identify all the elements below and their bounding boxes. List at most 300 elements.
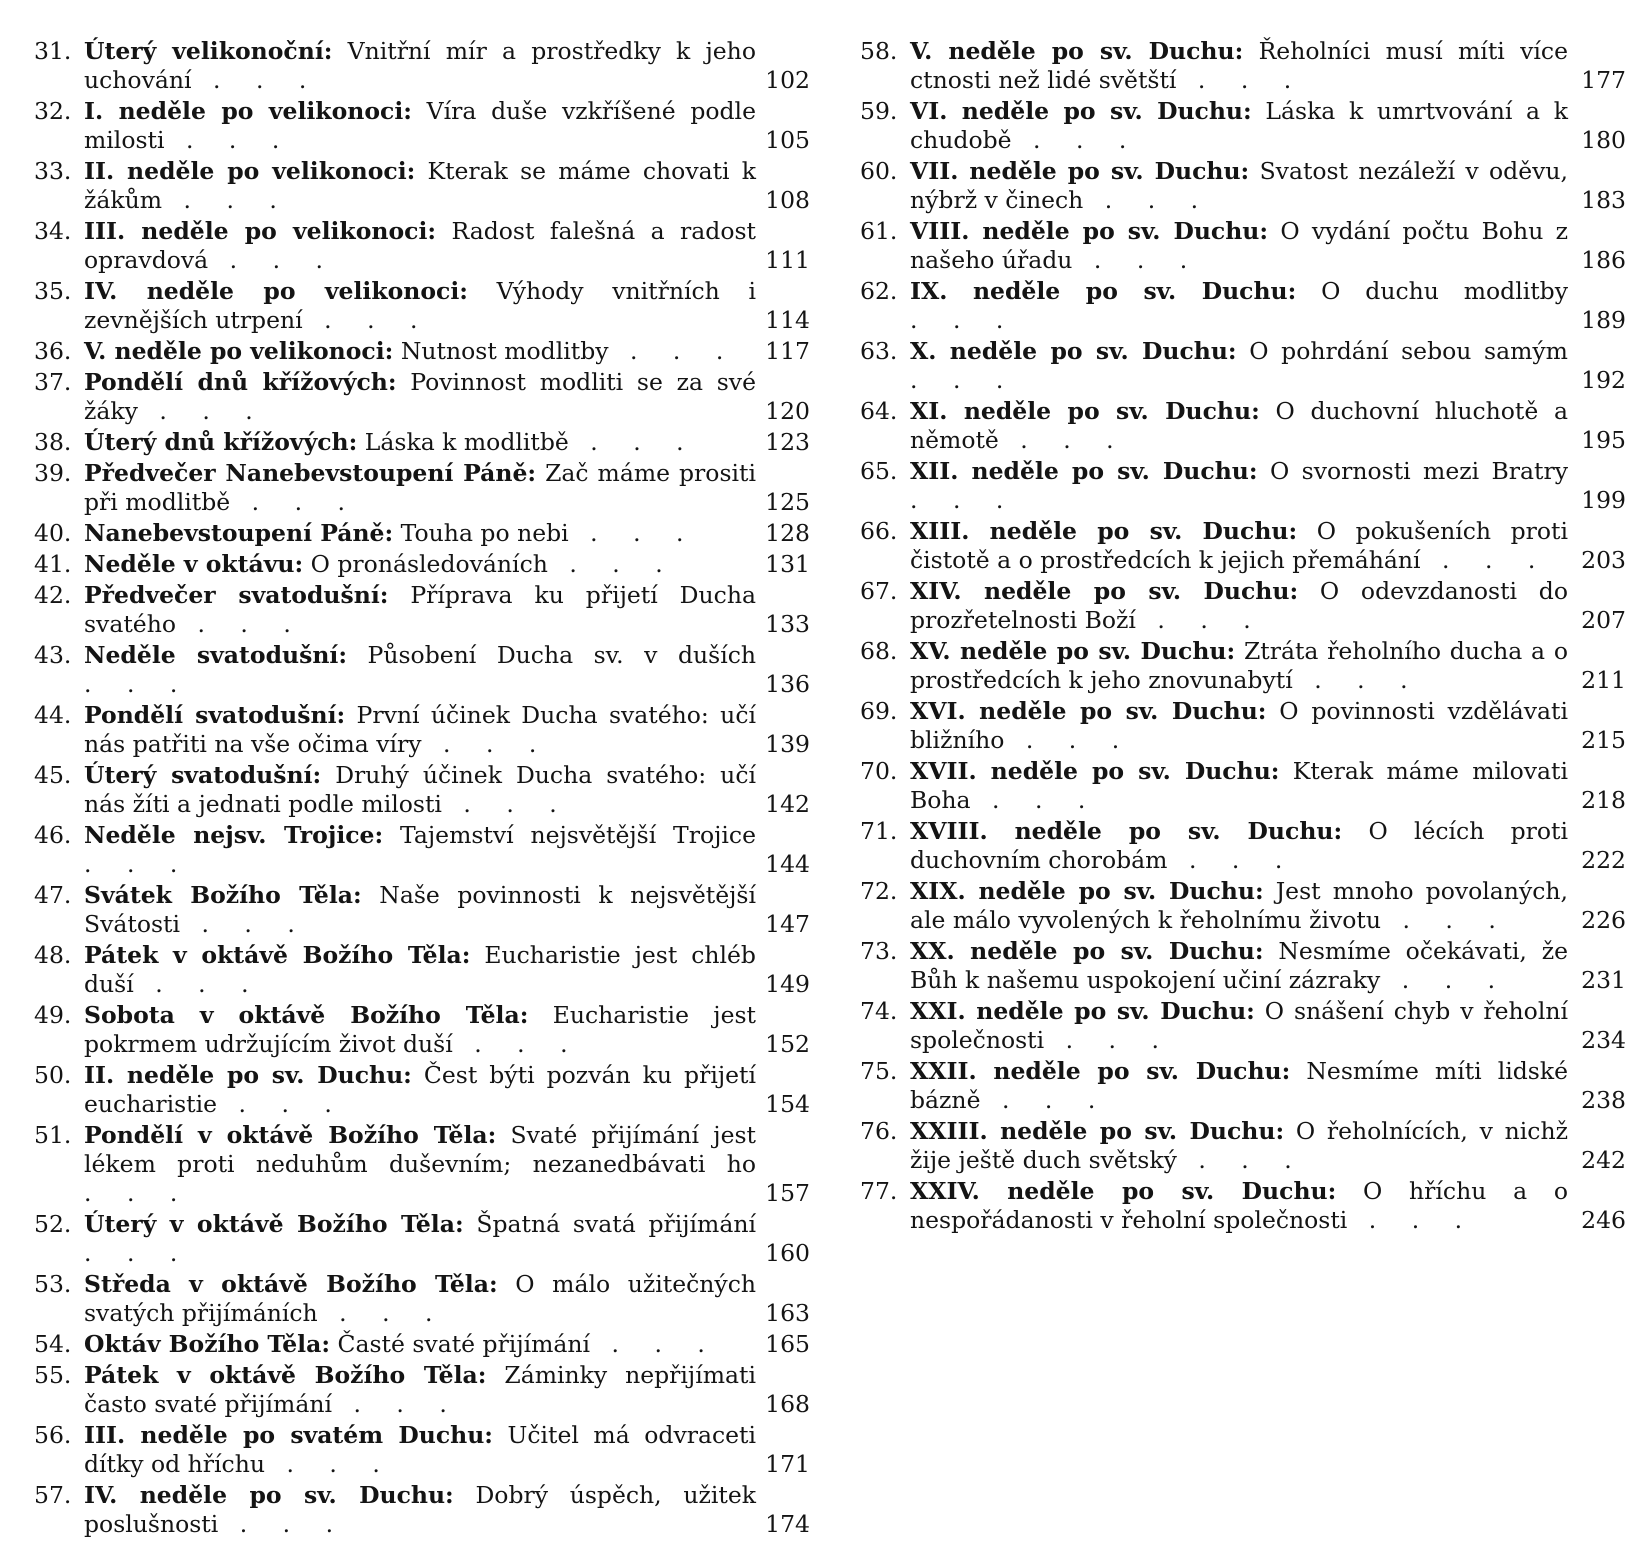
entry-description: Láska k modlitbě (364, 428, 569, 456)
entry-number: 68. (860, 637, 898, 665)
entry-title: Oktáv Božího Těla: (84, 1330, 330, 1358)
leader-dots: . . . (547, 550, 677, 578)
entry-number: 58. (860, 37, 898, 65)
entry-description: Špatná svatá přijímání (476, 1210, 756, 1238)
entry-title: XIV. neděle po sv. Duchu: (910, 577, 1299, 605)
left-column (34, 37, 810, 1541)
entry-number: 46. (34, 821, 72, 849)
entry-number: 48. (34, 941, 72, 969)
leader-dots: . . . (84, 1179, 192, 1207)
entry-text (910, 217, 1574, 275)
entry-page-number: 165 (765, 1330, 810, 1358)
entry-page-number: 136 (765, 670, 810, 698)
entry-title: Pátek v oktávě Božího Těla: (84, 1361, 487, 1389)
entry-page-number: 215 (1581, 726, 1626, 754)
entry-number: 34. (34, 217, 72, 245)
entry-number: 53. (34, 1270, 72, 1298)
entry-text (84, 1481, 762, 1539)
entry-title: Neděle nejsv. Trojice: (84, 821, 384, 849)
entry-description: Učitel má odvraceti dítky od hříchu (84, 1421, 756, 1478)
toc-entry (860, 157, 1626, 215)
entry-description: Vnitřní mír a prostředky k jeho uchování (84, 37, 756, 94)
entry-text (910, 757, 1574, 815)
entry-text (910, 877, 1574, 935)
entry-description: Jest mnoho povolaných, ale málo vyvolených k řeholnímu životu (910, 877, 1568, 934)
entry-number: 43. (34, 641, 72, 669)
entry-text (910, 277, 1574, 335)
entry-text (84, 337, 762, 366)
entry-description: Láska k umrtvování a k chudobě (910, 97, 1568, 154)
leader-dots: . . . (441, 790, 571, 818)
leader-dots: . . . (568, 428, 698, 456)
entry-text (910, 37, 1574, 95)
entry-page-number: 199 (1581, 486, 1626, 514)
entry-description: O duchovní hluchotě a němotě (910, 397, 1568, 454)
entry-number: 66. (860, 517, 898, 545)
entry-text (84, 428, 762, 457)
toc-entry (860, 1177, 1626, 1235)
entry-number: 50. (34, 1061, 72, 1089)
toc-entry (34, 37, 810, 95)
toc-entry (34, 1361, 810, 1419)
entry-title: III. neděle po velikonoci: (84, 217, 437, 245)
entry-text (84, 1330, 762, 1359)
leader-dots: . . . (1044, 1026, 1173, 1054)
toc-entry (860, 697, 1626, 755)
entry-text (910, 457, 1574, 515)
entry-title: X. neděle po sv. Duchu: (910, 337, 1237, 365)
entry-title: Svátek Božího Těla: (84, 881, 362, 909)
entry-number: 55. (34, 1361, 72, 1389)
entry-text (84, 821, 762, 879)
entry-text (84, 761, 762, 819)
entry-description: Eucharistie jest chléb duší (84, 941, 756, 998)
leader-dots: . . . (84, 850, 192, 878)
entry-number: 76. (860, 1117, 898, 1145)
entry-description: O pronásledováních (310, 550, 548, 578)
entry-number: 54. (34, 1330, 72, 1358)
toc-entry (34, 337, 810, 366)
entry-title: XXI. neděle po sv. Duchu: (910, 997, 1255, 1025)
leader-dots: . . . (608, 337, 738, 365)
entry-title: Úterý v oktávě Božího Těla: (84, 1210, 464, 1238)
entry-number: 71. (860, 817, 898, 845)
toc-entry (34, 368, 810, 426)
entry-description: Druhý účinek Ducha svatého: učí nás žíti a jednati podle milosti (84, 761, 756, 818)
entry-description: Kterak se máme chovati k žákům (84, 157, 756, 214)
entry-number: 41. (34, 550, 72, 578)
entry-description: O málo užitečných svatých přijímáních (84, 1270, 756, 1327)
entry-text (910, 697, 1574, 755)
leader-dots: . . . (1380, 966, 1510, 994)
entry-description: O snášení chyb v řeholní společnosti (910, 997, 1568, 1054)
entry-description: Povinnost modliti se za své žáky (84, 368, 756, 425)
toc-entry (34, 641, 810, 699)
entry-text (84, 519, 762, 548)
entry-page-number: 242 (1581, 1146, 1626, 1174)
leader-dots: . . . (1167, 846, 1297, 874)
leader-dots: . . . (302, 306, 432, 334)
leader-dots: . . . (970, 786, 1100, 814)
entry-title: VIII. neděle po sv. Duchu: (910, 217, 1269, 245)
toc-entry (860, 517, 1626, 575)
entry-title: XV. neděle po sv. Duchu: (910, 637, 1236, 665)
leader-dots: . . . (84, 1239, 192, 1267)
toc-entry (860, 37, 1626, 95)
entry-number: 77. (860, 1177, 898, 1205)
leader-dots: . . . (217, 1090, 346, 1118)
entry-number: 39. (34, 459, 72, 487)
entry-description: O vydání počtu Bohu z našeho úřadu (910, 217, 1568, 274)
entry-title: Neděle svatodušní: (84, 641, 348, 669)
entry-page-number: 218 (1581, 786, 1626, 814)
entry-description: Časté svaté přijímání (337, 1330, 591, 1358)
entry-text (84, 941, 762, 999)
entry-title: XIX. neděle po sv. Duchu: (910, 877, 1264, 905)
leader-dots: . . . (1135, 606, 1265, 634)
entry-page-number: 139 (765, 730, 810, 758)
entry-number: 73. (860, 937, 898, 965)
leader-dots: . . . (137, 397, 267, 425)
entry-text (910, 97, 1574, 155)
entry-title: Neděle v oktávu: (84, 550, 304, 578)
entry-page-number: 163 (765, 1299, 810, 1327)
leader-dots: . . . (590, 1330, 719, 1358)
entry-text (910, 1177, 1574, 1235)
entry-title: Středa v oktávě Božího Těla: (84, 1270, 498, 1298)
right-column (860, 37, 1626, 1237)
entry-page-number: 152 (765, 1030, 810, 1058)
toc-entry (34, 550, 810, 579)
entry-page-number: 108 (765, 186, 810, 214)
toc-entry (860, 817, 1626, 875)
entry-description: Svaté přijímání jest lékem proti neduhům duševním; nezanedbávati ho (84, 1121, 757, 1178)
entry-title: IV. neděle po sv. Duchu: (84, 1481, 454, 1509)
entry-number: 51. (34, 1121, 72, 1149)
toc-entry (34, 1421, 810, 1479)
leader-dots: . . . (1072, 246, 1202, 274)
entry-text (84, 37, 762, 95)
entry-title: Pondělí svatodušní: (84, 701, 346, 729)
entry-text (910, 1057, 1574, 1115)
leader-dots: . . . (910, 486, 1018, 514)
toc-entry (34, 1481, 810, 1539)
entry-text (910, 517, 1574, 575)
entry-number: 52. (34, 1210, 72, 1238)
entry-title: IX. neděle po sv. Duchu: (910, 277, 1297, 305)
entry-page-number: 195 (1581, 426, 1626, 454)
entry-description: Svatost nezáleží v oděvu, nýbrž v činech (910, 157, 1568, 214)
entry-number: 35. (34, 277, 72, 305)
entry-text (910, 937, 1574, 995)
toc-entry (34, 941, 810, 999)
entry-number: 47. (34, 881, 72, 909)
entry-title: XIII. neděle po sv. Duchu: (910, 517, 1298, 545)
entry-number: 56. (34, 1421, 72, 1449)
toc-entry (860, 397, 1626, 455)
entry-page-number: 222 (1581, 846, 1626, 874)
toc-entry (860, 217, 1626, 275)
entry-page-number: 117 (765, 337, 810, 365)
entry-title: XI. neděle po sv. Duchu: (910, 397, 1260, 425)
entry-title: XXII. neděle po sv. Duchu: (910, 1057, 1291, 1085)
entry-page-number: 133 (765, 610, 810, 638)
entry-number: 57. (34, 1481, 72, 1509)
toc-entry (860, 757, 1626, 815)
leader-dots: . . . (162, 186, 291, 214)
entry-description: O řeholnících, v nichž žije ještě duch světský (910, 1117, 1568, 1174)
entry-page-number: 144 (765, 850, 810, 878)
entry-description: O pokušeních proti čistotě a o prostředcích k jejich přemáhání (910, 517, 1568, 574)
entry-number: 62. (860, 277, 898, 305)
entry-title: VII. neděle po sv. Duchu: (910, 157, 1250, 185)
entry-title: VI. neděle po sv. Duchu: (910, 97, 1252, 125)
toc-entry (34, 97, 810, 155)
toc-entry (34, 428, 810, 457)
entry-page-number: 171 (765, 1450, 810, 1478)
toc-entry (34, 1121, 810, 1208)
toc-entry (860, 277, 1626, 335)
entry-page-number: 203 (1581, 546, 1626, 574)
entry-text (84, 157, 762, 215)
entry-page-number: 125 (765, 488, 810, 516)
entry-description: Ztráta řeholního ducha a o prostředcích k jeho znovunabytí (910, 637, 1568, 694)
toc-entry (860, 937, 1626, 995)
entry-page-number: 147 (765, 910, 810, 938)
entry-number: 74. (860, 997, 898, 1025)
leader-dots: . . . (1420, 546, 1550, 574)
entry-number: 70. (860, 757, 898, 785)
entry-page-number: 142 (765, 790, 810, 818)
entry-title: III. neděle po svatém Duchu: (84, 1421, 493, 1449)
entry-title: Předvečer svatodušní: (84, 581, 389, 609)
entry-page-number: 105 (765, 126, 810, 154)
entry-page-number: 238 (1581, 1086, 1626, 1114)
entry-description: Tajemství nejsvětější Trojice (400, 821, 756, 849)
entry-description: O povinnosti vzdělávati bližního (910, 697, 1568, 754)
entry-text (910, 1117, 1574, 1175)
leader-dots: . . . (218, 1510, 348, 1538)
leader-dots: . . . (133, 970, 263, 998)
leader-dots: . . . (1176, 66, 1306, 94)
entry-number: 59. (860, 97, 898, 125)
entry-page-number: 189 (1581, 306, 1626, 334)
entry-title: XII. neděle po sv. Duchu: (910, 457, 1258, 485)
entry-description: Čest býti pozván ku přijetí eucharistie (84, 1061, 756, 1118)
leader-dots: . . . (317, 1299, 447, 1327)
leader-dots: . . . (452, 1030, 582, 1058)
entry-number: 67. (860, 577, 898, 605)
entry-title: Pondělí dnů křížových: (84, 368, 397, 396)
entry-number: 42. (34, 581, 72, 609)
leader-dots: . . . (1083, 186, 1213, 214)
entry-title: Sobota v oktávě Božího Těla: (84, 1001, 529, 1029)
entry-number: 36. (34, 337, 72, 365)
entry-description: O pohrdání sebou samým (1249, 337, 1568, 365)
entry-number: 61. (860, 217, 898, 245)
entry-title: XVII. neděle po sv. Duchu: (910, 757, 1280, 785)
toc-entry (860, 457, 1626, 515)
entry-text (910, 637, 1574, 695)
entry-page-number: 183 (1581, 186, 1626, 214)
entry-title: XXIV. neděle po sv. Duchu: (910, 1177, 1337, 1205)
toc-entry (860, 637, 1626, 695)
leader-dots: . . . (1176, 1146, 1306, 1174)
entry-page-number: 207 (1581, 606, 1626, 634)
entry-title: IV. neděle po velikonoci: (84, 277, 468, 305)
entry-page-number: 174 (765, 1510, 810, 1538)
entry-page-number: 192 (1581, 366, 1626, 394)
entry-text (84, 1210, 762, 1268)
leader-dots: . . . (1381, 906, 1510, 934)
leader-dots: . . . (1292, 666, 1422, 694)
leader-dots: . . . (332, 1390, 461, 1418)
entry-page-number: 120 (765, 397, 810, 425)
entry-title: Úterý velikonoční: (84, 37, 333, 65)
toc-entry (860, 1057, 1626, 1115)
leader-dots: . . . (180, 910, 309, 938)
entry-number: 45. (34, 761, 72, 789)
toc-entry (34, 1330, 810, 1359)
entry-description: Naše povinnosti k nejsvětější Svátosti (84, 881, 756, 938)
toc-entry (34, 701, 810, 759)
leader-dots: . . . (208, 246, 338, 274)
leader-dots: . . . (1004, 726, 1134, 754)
entry-text (910, 397, 1574, 455)
entry-number: 31. (34, 37, 72, 65)
entry-page-number: 123 (765, 428, 810, 456)
leader-dots: . . . (980, 1086, 1110, 1114)
entry-number: 63. (860, 337, 898, 365)
leader-dots: . . . (910, 306, 1018, 334)
entry-description: O hříchu a o nespořádanosti v řeholní společnosti (910, 1177, 1568, 1234)
entry-page-number: 226 (1581, 906, 1626, 934)
entry-page-number: 157 (765, 1179, 810, 1207)
entry-text (84, 368, 762, 426)
entry-text (84, 1061, 762, 1119)
entry-text (910, 337, 1574, 395)
entry-title: V. neděle po sv. Duchu: (910, 37, 1244, 65)
entry-title: XVIII. neděle po sv. Duchu: (910, 817, 1343, 845)
entry-description: Zač máme prositi při modlitbě (84, 459, 756, 516)
entry-number: 64. (860, 397, 898, 425)
leader-dots: . . . (84, 670, 192, 698)
entry-number: 60. (860, 157, 898, 185)
entry-text (84, 641, 762, 699)
entry-page-number: 177 (1581, 66, 1626, 94)
toc-entry (34, 277, 810, 335)
entry-page-number: 154 (765, 1090, 810, 1118)
entry-description: Řeholníci musí míti více ctnosti než lidé světští (910, 37, 1568, 94)
entry-page-number: 168 (765, 1390, 810, 1418)
entry-number: 65. (860, 457, 898, 485)
entry-title: XXIII. neděle po sv. Duchu: (910, 1117, 1285, 1145)
entry-text (84, 581, 762, 639)
entry-text (84, 97, 762, 155)
toc-entry (34, 217, 810, 275)
entry-page-number: 102 (765, 66, 810, 94)
entry-text (84, 217, 762, 275)
entry-text (84, 1421, 762, 1479)
entry-number: 32. (34, 97, 72, 125)
entry-text (910, 817, 1574, 875)
entry-text (910, 997, 1574, 1055)
entry-page-number: 131 (765, 550, 810, 578)
toc-entry (34, 761, 810, 819)
entry-text (84, 701, 762, 759)
entry-title: Pondělí v oktávě Božího Těla: (84, 1121, 497, 1149)
entry-page-number: 180 (1581, 126, 1626, 154)
entry-description: Nutnost modlitby (400, 337, 609, 365)
entry-description: Dobrý úspěch, užitek poslušnosti (84, 1481, 756, 1538)
entry-number: 44. (34, 701, 72, 729)
leader-dots: . . . (421, 730, 551, 758)
leader-dots: . . . (175, 610, 305, 638)
entry-page-number: 149 (765, 970, 810, 998)
toc-entry (34, 821, 810, 879)
entry-text (84, 1270, 762, 1328)
entry-page-number: 231 (1581, 966, 1626, 994)
toc-entry (34, 157, 810, 215)
entry-description: Eucharistie jest pokrmem udržujícím život duší (84, 1001, 756, 1058)
entry-number: 72. (860, 877, 898, 905)
entry-text (910, 577, 1574, 635)
leader-dots: . . . (264, 1450, 394, 1478)
entry-page-number: 111 (765, 246, 810, 274)
entry-text (84, 1361, 762, 1419)
entry-text (84, 881, 762, 939)
entry-page-number: 128 (765, 519, 810, 547)
toc-entry (34, 519, 810, 548)
toc-entry (34, 459, 810, 517)
entry-number: 38. (34, 428, 72, 456)
entry-description: O lécích proti duchovním chorobám (910, 817, 1568, 874)
toc-entry (34, 881, 810, 939)
entry-description: Nesmíme očekávati, že Bůh k našemu uspokojení učiní zázraky (910, 937, 1568, 994)
toc-entry (860, 97, 1626, 155)
toc-entry (34, 1270, 810, 1328)
leader-dots: . . . (1347, 1206, 1477, 1234)
entry-text (910, 157, 1574, 215)
entry-description: Působení Ducha sv. v duších (367, 641, 757, 669)
entry-text (84, 459, 762, 517)
entry-title: Pátek v oktávě Božího Těla: (84, 941, 471, 969)
entry-number: 49. (34, 1001, 72, 1029)
entry-description: O duchu modlitby (1321, 277, 1568, 305)
entry-number: 33. (34, 157, 72, 185)
entry-title: Úterý dnů křížových: (84, 428, 358, 456)
entry-title: XX. neděle po sv. Duchu: (910, 937, 1264, 965)
entry-title: I. neděle po velikonoci: (84, 97, 412, 125)
toc-entry (860, 1117, 1626, 1175)
toc-entry (860, 877, 1626, 935)
entry-title: Předvečer Nanebevstoupení Páně: (84, 459, 537, 487)
entry-description: Výhody vnitřních i zevnějších utrpení (84, 277, 756, 334)
entry-number: 69. (860, 697, 898, 725)
entry-description: První účinek Ducha svatého: učí nás patřiti na vše očima víry (84, 701, 756, 758)
leader-dots: . . . (910, 366, 1018, 394)
entry-text (84, 1121, 762, 1208)
entry-description: O odevzdanosti do prozřetelnosti Boží (910, 577, 1568, 634)
entry-title: Nanebevstoupení Páně: (84, 519, 394, 547)
entry-description: Záminky nepřijímati často svaté přijímání (84, 1361, 756, 1418)
entry-description: Nesmíme míti lidské bázně (910, 1057, 1568, 1114)
entry-description: Touha po nebi (400, 519, 569, 547)
leader-dots: . . . (230, 488, 359, 516)
entry-number: 40. (34, 519, 72, 547)
entry-title: II. neděle po sv. Duchu: (84, 1061, 412, 1089)
leader-dots: . . . (164, 126, 294, 154)
